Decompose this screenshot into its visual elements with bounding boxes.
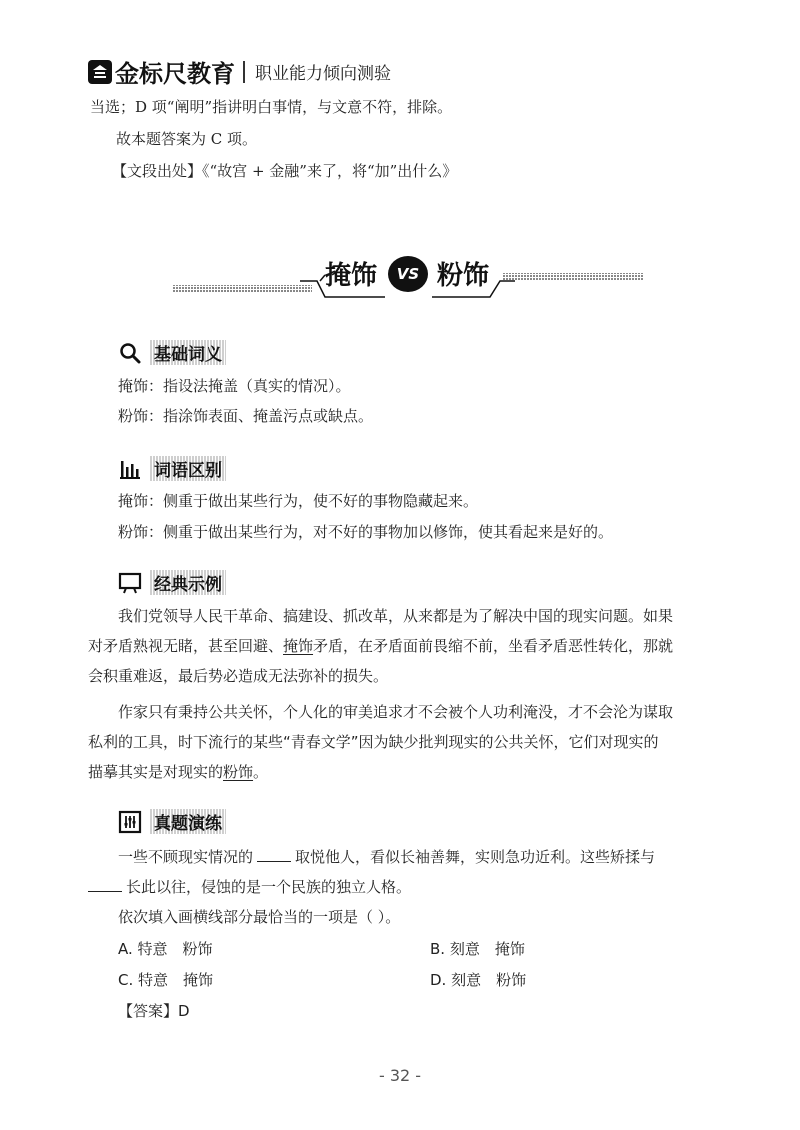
section-examples-heading <box>118 570 226 595</box>
equalizer-icon <box>118 810 142 834</box>
prev-explanation-line: 当选；D 项“阐明”指讲明白事情，与文意不符，排除。 <box>90 98 453 116</box>
example1-line2: 对矛盾熟视无睹，甚至回避、掩饰矛盾，在矛盾面前畏缩不前，坐看矛盾恶性转化，那就 <box>88 637 674 655</box>
section-title: 经典示例 <box>150 570 226 595</box>
example2-line3: 描摹其实是对现实的粉饰。 <box>88 763 269 781</box>
highlighted-word: 粉饰 <box>223 763 254 781</box>
option-d: D. 刻意 粉饰 <box>430 971 527 989</box>
section-title: 基础词义 <box>150 340 226 365</box>
basic-def-2: 粉饰：指涂饰表面、掩盖污点或缺点。 <box>118 407 374 425</box>
bar-chart-icon <box>118 457 142 481</box>
section-title: 词语区别 <box>150 456 226 481</box>
diff-def-2: 粉饰：侧重于做出某些行为，对不好的事物加以修饰，使其看起来是好的。 <box>118 523 614 541</box>
section-title: 真题演练 <box>150 809 226 834</box>
answer-line: 【答案】D <box>118 1002 190 1020</box>
brand-header <box>88 54 391 89</box>
source-text: 《“故宫 + 金融”来了，将“加”出什么》 <box>202 162 458 180</box>
option-b: B. 刻意 掩饰 <box>430 940 525 958</box>
example2-line2: 私利的工具，时下流行的某些“青春文学”因为缺少批判现实的公共关怀，它们对现实的 <box>88 733 659 751</box>
title-word-right: 粉饰 <box>437 261 490 291</box>
vs-badge: VS <box>388 256 428 292</box>
blank-2 <box>88 877 122 892</box>
search-icon <box>118 341 142 365</box>
blank-1 <box>257 847 291 862</box>
title-word-left: 掩饰 <box>325 261 378 291</box>
highlighted-word: 掩饰 <box>283 637 314 655</box>
example1-line3: 会积重难返，最后势必造成无法弥补的损失。 <box>88 667 389 685</box>
example1-line1: 我们党领导人民干革命、搞建设、抓改革，从来都是为了解决中国的现实问题。如果 <box>118 607 674 625</box>
source-line <box>112 160 457 182</box>
section-basic-heading <box>118 340 226 365</box>
question-prompt: 依次填入画横线部分最恰当的一项是（ ）。 <box>118 908 401 926</box>
header-subtitle: 职业能力倾向测验 <box>255 64 391 84</box>
source-label: 【文段出处】 <box>112 162 203 180</box>
prev-answer-line: 故本题答案为 C 项。 <box>116 130 258 148</box>
presentation-board-icon <box>118 571 142 595</box>
brand-name: 金标尺教育 <box>115 60 235 88</box>
question-line1: 一些不顾现实情况的 取悦他人，看似长袖善舞，实则急功近利。这些矫揉与 <box>118 848 656 866</box>
header-divider <box>243 61 245 83</box>
question-line2: 长此以往，侵蚀的是一个民族的独立人格。 <box>88 876 411 898</box>
section-diff-heading <box>118 456 226 481</box>
example2-line1: 作家只有秉持公共关怀，个人化的审美追求才不会被个人功利淹没，才不会沦为谋取 <box>118 703 674 721</box>
section-practice-heading <box>118 809 226 834</box>
option-c: C. 特意 掩饰 <box>118 971 214 989</box>
basic-def-1: 掩饰：指设法掩盖（真实的情况）。 <box>118 377 351 395</box>
diff-def-1: 掩饰：侧重于做出某些行为，使不好的事物隐藏起来。 <box>118 492 479 510</box>
page-number: - 32 - <box>378 1066 422 1085</box>
brand-logo-icon <box>88 60 112 84</box>
option-a: A. 特意 粉饰 <box>118 940 213 958</box>
